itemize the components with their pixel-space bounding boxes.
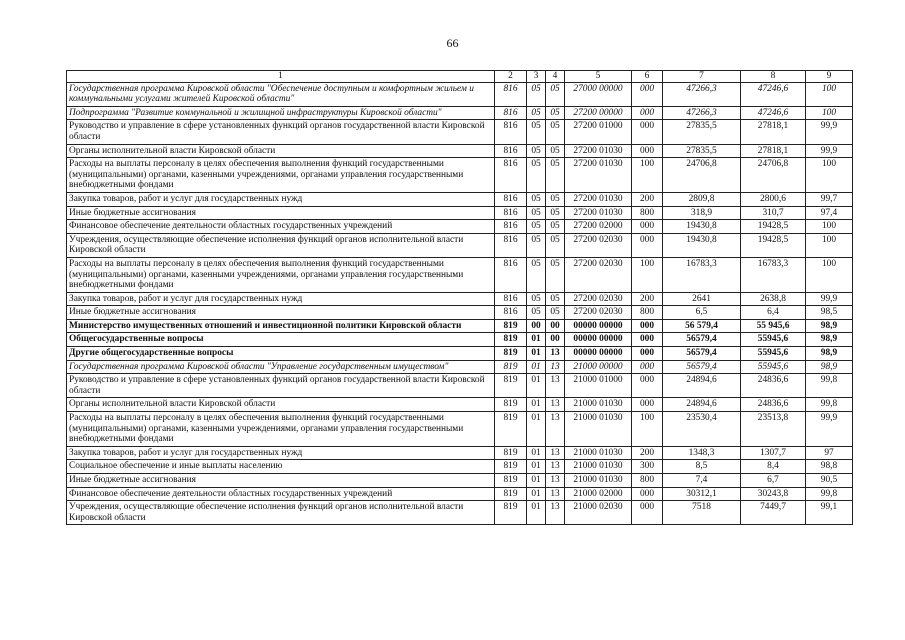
- percent-cell: 100: [806, 233, 853, 257]
- subsection-cell: 05: [546, 158, 565, 193]
- table-row: [67, 257, 853, 292]
- table-row: [67, 233, 853, 257]
- subsection-cell: 13: [546, 347, 565, 361]
- percent-cell: 100: [806, 257, 853, 292]
- subsection-cell: 05: [546, 120, 565, 144]
- executed-amount-cell: 310,7: [741, 206, 806, 220]
- target-article-cell: 27200 02030: [565, 233, 632, 257]
- executed-amount-cell: 2800,6: [741, 192, 806, 206]
- column-header: 3: [527, 71, 546, 83]
- executed-amount-cell: 55945,6: [741, 347, 806, 361]
- section-cell: 01: [527, 333, 546, 347]
- percent-cell: 99,9: [806, 120, 853, 144]
- executed-amount-cell: 16783,3: [741, 257, 806, 292]
- section-cell: 05: [527, 206, 546, 220]
- planned-amount-cell: 56579,4: [663, 333, 741, 347]
- target-article-cell: 27200 01030: [565, 144, 632, 158]
- section-cell: 01: [527, 398, 546, 412]
- executed-amount-cell: 1307,7: [741, 446, 806, 460]
- admin-code-cell: 819: [495, 347, 527, 361]
- section-cell: 01: [527, 474, 546, 488]
- subsection-cell: 05: [546, 233, 565, 257]
- table-row: [67, 347, 853, 361]
- row-name-cell: Общегосударственные вопросы: [67, 333, 495, 347]
- subsection-cell: 13: [546, 474, 565, 488]
- column-header: 5: [565, 71, 632, 83]
- row-name-cell: Руководство и управление в сфере установленных функций органов государственной власти Кировской области: [67, 374, 495, 398]
- expense-type-cell: 000: [632, 220, 663, 234]
- executed-amount-cell: 2638,8: [741, 292, 806, 306]
- subsection-cell: 05: [546, 106, 565, 120]
- row-name-cell: Государственная программа Кировской области "Управление государственным имуществом": [67, 360, 495, 374]
- percent-cell: 98,9: [806, 319, 853, 333]
- percent-cell: 98,9: [806, 333, 853, 347]
- table-row: [67, 192, 853, 206]
- table-row: [67, 306, 853, 320]
- target-article-cell: 00000 00000: [565, 347, 632, 361]
- planned-amount-cell: 1348,3: [663, 446, 741, 460]
- section-cell: 05: [527, 257, 546, 292]
- budget-table-container: [66, 70, 852, 525]
- section-cell: 01: [527, 501, 546, 525]
- planned-amount-cell: 27835,5: [663, 144, 741, 158]
- column-header: 2: [495, 71, 527, 83]
- percent-cell: 99,8: [806, 398, 853, 412]
- row-name-cell: Органы исполнительной власти Кировской области: [67, 398, 495, 412]
- target-article-cell: 27200 02000: [565, 220, 632, 234]
- planned-amount-cell: 24894,6: [663, 374, 741, 398]
- column-header: 1: [67, 71, 495, 83]
- row-name-cell: Иные бюджетные ассигнования: [67, 206, 495, 220]
- row-name-cell: Другие общегосударственные вопросы: [67, 347, 495, 361]
- table-row: [67, 206, 853, 220]
- target-article-cell: 21000 01030: [565, 446, 632, 460]
- row-name-cell: Руководство и управление в сфере установленных функций органов государственной власти Кировской области: [67, 120, 495, 144]
- row-name-cell: Расходы на выплаты персоналу в целях обеспечения выполнения функций государственными (муниципальными) органами, казенными учреждениями, органами управления государственными внебюджетными фондами: [67, 257, 495, 292]
- executed-amount-cell: 47246,6: [741, 82, 806, 106]
- table-row: [67, 398, 853, 412]
- subsection-cell: 05: [546, 306, 565, 320]
- percent-cell: 100: [806, 158, 853, 193]
- expense-type-cell: 800: [632, 306, 663, 320]
- section-cell: 05: [527, 106, 546, 120]
- expense-type-cell: 800: [632, 474, 663, 488]
- row-name-cell: Иные бюджетные ассигнования: [67, 474, 495, 488]
- expense-type-cell: 200: [632, 292, 663, 306]
- admin-code-cell: 819: [495, 319, 527, 333]
- planned-amount-cell: 24894,6: [663, 398, 741, 412]
- column-header: 4: [546, 71, 565, 83]
- table-row: [67, 144, 853, 158]
- subsection-cell: 05: [546, 192, 565, 206]
- table-row: [67, 446, 853, 460]
- percent-cell: 99,8: [806, 374, 853, 398]
- subsection-cell: 13: [546, 360, 565, 374]
- percent-cell: 100: [806, 106, 853, 120]
- table-row: [67, 501, 853, 525]
- planned-amount-cell: 56579,4: [663, 347, 741, 361]
- subsection-cell: 05: [546, 257, 565, 292]
- table-row: [67, 474, 853, 488]
- table-row: [67, 360, 853, 374]
- target-article-cell: 21000 01000: [565, 374, 632, 398]
- subsection-cell: 05: [546, 292, 565, 306]
- expense-type-cell: 100: [632, 257, 663, 292]
- executed-amount-cell: 8,4: [741, 460, 806, 474]
- planned-amount-cell: 16783,3: [663, 257, 741, 292]
- section-cell: 01: [527, 446, 546, 460]
- expense-type-cell: 200: [632, 446, 663, 460]
- admin-code-cell: 816: [495, 158, 527, 193]
- planned-amount-cell: 47266,3: [663, 82, 741, 106]
- row-name-cell: Органы исполнительной власти Кировской области: [67, 144, 495, 158]
- percent-cell: 99,9: [806, 412, 853, 447]
- percent-cell: 90,5: [806, 474, 853, 488]
- admin-code-cell: 816: [495, 82, 527, 106]
- table-row: [67, 158, 853, 193]
- section-cell: 01: [527, 487, 546, 501]
- row-name-cell: Учреждения, осуществляющие обеспечение исполнения функций органов исполнительной власти Кировской области: [67, 233, 495, 257]
- table-row: [67, 487, 853, 501]
- planned-amount-cell: 6,5: [663, 306, 741, 320]
- section-cell: 01: [527, 460, 546, 474]
- percent-cell: 100: [806, 220, 853, 234]
- executed-amount-cell: 27818,1: [741, 144, 806, 158]
- executed-amount-cell: 55945,6: [741, 360, 806, 374]
- table-row: [67, 292, 853, 306]
- row-name-cell: Закупка товаров, работ и услуг для государственных нужд: [67, 192, 495, 206]
- table-header-row: [67, 71, 853, 83]
- subsection-cell: 05: [546, 206, 565, 220]
- table-row: [67, 220, 853, 234]
- percent-cell: 97,4: [806, 206, 853, 220]
- row-name-cell: Министерство имущественных отношений и инвестиционной политики Кировской области: [67, 319, 495, 333]
- section-cell: 05: [527, 292, 546, 306]
- row-name-cell: Финансовое обеспечение деятельности областных государственных учреждений: [67, 220, 495, 234]
- subsection-cell: 13: [546, 374, 565, 398]
- table-row: [67, 333, 853, 347]
- expense-type-cell: 000: [632, 106, 663, 120]
- subsection-cell: 00: [546, 319, 565, 333]
- planned-amount-cell: 8,5: [663, 460, 741, 474]
- admin-code-cell: 816: [495, 144, 527, 158]
- executed-amount-cell: 47246,6: [741, 106, 806, 120]
- target-article-cell: 27200 01030: [565, 206, 632, 220]
- executed-amount-cell: 23513,8: [741, 412, 806, 447]
- target-article-cell: 27200 01030: [565, 158, 632, 193]
- executed-amount-cell: 30243,8: [741, 487, 806, 501]
- planned-amount-cell: 27835,5: [663, 120, 741, 144]
- row-name-cell: Учреждения, осуществляющие обеспечение исполнения функций органов исполнительной власти Кировской области: [67, 501, 495, 525]
- expense-type-cell: 000: [632, 347, 663, 361]
- expense-type-cell: 000: [632, 333, 663, 347]
- expense-type-cell: 000: [632, 374, 663, 398]
- subsection-cell: 05: [546, 144, 565, 158]
- executed-amount-cell: 24836,6: [741, 398, 806, 412]
- executed-amount-cell: 55 945,6: [741, 319, 806, 333]
- table-row: [67, 106, 853, 120]
- subsection-cell: 00: [546, 333, 565, 347]
- expense-type-cell: 000: [632, 487, 663, 501]
- admin-code-cell: 819: [495, 474, 527, 488]
- table-row: [67, 82, 853, 106]
- section-cell: 00: [527, 319, 546, 333]
- table-row: [67, 412, 853, 447]
- percent-cell: 99,8: [806, 487, 853, 501]
- column-header: 6: [632, 71, 663, 83]
- subsection-cell: 13: [546, 487, 565, 501]
- target-article-cell: 21000 02000: [565, 487, 632, 501]
- section-cell: 05: [527, 192, 546, 206]
- expense-type-cell: 800: [632, 206, 663, 220]
- section-cell: 01: [527, 360, 546, 374]
- target-article-cell: 27000 00000: [565, 82, 632, 106]
- executed-amount-cell: 6,4: [741, 306, 806, 320]
- admin-code-cell: 819: [495, 487, 527, 501]
- executed-amount-cell: 7449,7: [741, 501, 806, 525]
- row-name-cell: Социальное обеспечение и иные выплаты населению: [67, 460, 495, 474]
- admin-code-cell: 819: [495, 360, 527, 374]
- percent-cell: 100: [806, 82, 853, 106]
- section-cell: 05: [527, 82, 546, 106]
- planned-amount-cell: 56 579,4: [663, 319, 741, 333]
- admin-code-cell: 816: [495, 106, 527, 120]
- planned-amount-cell: 318,9: [663, 206, 741, 220]
- row-name-cell: Государственная программа Кировской области "Обеспечение доступным и комфортным жильем и коммунальными услугами жителей Кировской области": [67, 82, 495, 106]
- planned-amount-cell: 19430,8: [663, 233, 741, 257]
- executed-amount-cell: 27818,1: [741, 120, 806, 144]
- row-name-cell: Расходы на выплаты персоналу в целях обеспечения выполнения функций государственными (муниципальными) органами, казенными учреждениями, органами управления государственными внебюджетными фондами: [67, 412, 495, 447]
- percent-cell: 99,1: [806, 501, 853, 525]
- expense-type-cell: 000: [632, 120, 663, 144]
- target-article-cell: 27200 01000: [565, 120, 632, 144]
- target-article-cell: 21000 01030: [565, 474, 632, 488]
- admin-code-cell: 816: [495, 192, 527, 206]
- percent-cell: 99,9: [806, 292, 853, 306]
- expense-type-cell: 000: [632, 319, 663, 333]
- expense-type-cell: 200: [632, 192, 663, 206]
- section-cell: 05: [527, 233, 546, 257]
- row-name-cell: Закупка товаров, работ и услуг для государственных нужд: [67, 446, 495, 460]
- expense-type-cell: 000: [632, 82, 663, 106]
- planned-amount-cell: 2641: [663, 292, 741, 306]
- table-row: [67, 319, 853, 333]
- row-name-cell: Финансовое обеспечение деятельности областных государственных учреждений: [67, 487, 495, 501]
- planned-amount-cell: 56579,4: [663, 360, 741, 374]
- table-row: [67, 374, 853, 398]
- target-article-cell: 21000 01030: [565, 412, 632, 447]
- percent-cell: 98,8: [806, 460, 853, 474]
- section-cell: 05: [527, 144, 546, 158]
- row-name-cell: Расходы на выплаты персоналу в целях обеспечения выполнения функций государственными (муниципальными) органами, казенными учреждениями, органами управления государственными внебюджетными фондами: [67, 158, 495, 193]
- target-article-cell: 27200 00000: [565, 106, 632, 120]
- executed-amount-cell: 24706,8: [741, 158, 806, 193]
- planned-amount-cell: 47266,3: [663, 106, 741, 120]
- target-article-cell: 27200 02030: [565, 257, 632, 292]
- subsection-cell: 05: [546, 82, 565, 106]
- expense-type-cell: 000: [632, 501, 663, 525]
- page-number: 66: [446, 36, 459, 50]
- planned-amount-cell: 23530,4: [663, 412, 741, 447]
- column-header: 9: [806, 71, 853, 83]
- section-cell: 01: [527, 412, 546, 447]
- table-row: [67, 460, 853, 474]
- planned-amount-cell: 30312,1: [663, 487, 741, 501]
- section-cell: 05: [527, 158, 546, 193]
- admin-code-cell: 819: [495, 374, 527, 398]
- planned-amount-cell: 2809,8: [663, 192, 741, 206]
- planned-amount-cell: 7518: [663, 501, 741, 525]
- expense-type-cell: 100: [632, 412, 663, 447]
- column-header: 7: [663, 71, 741, 83]
- admin-code-cell: 819: [495, 412, 527, 447]
- row-name-cell: Закупка товаров, работ и услуг для государственных нужд: [67, 292, 495, 306]
- expense-type-cell: 000: [632, 233, 663, 257]
- expense-type-cell: 100: [632, 158, 663, 193]
- admin-code-cell: 816: [495, 206, 527, 220]
- percent-cell: 99,9: [806, 144, 853, 158]
- percent-cell: 97: [806, 446, 853, 460]
- percent-cell: 99,7: [806, 192, 853, 206]
- budget-table: [66, 70, 853, 525]
- admin-code-cell: 816: [495, 292, 527, 306]
- row-name-cell: Подпрограмма "Развитие коммунальной и жилищной инфраструктуры Кировской области": [67, 106, 495, 120]
- percent-cell: 98,9: [806, 360, 853, 374]
- executed-amount-cell: 19428,5: [741, 233, 806, 257]
- target-article-cell: 21000 02030: [565, 501, 632, 525]
- executed-amount-cell: 24836,6: [741, 374, 806, 398]
- subsection-cell: 13: [546, 412, 565, 447]
- subsection-cell: 13: [546, 501, 565, 525]
- admin-code-cell: 819: [495, 501, 527, 525]
- planned-amount-cell: 19430,8: [663, 220, 741, 234]
- expense-type-cell: 000: [632, 144, 663, 158]
- executed-amount-cell: 55945,6: [741, 333, 806, 347]
- section-cell: 05: [527, 120, 546, 144]
- executed-amount-cell: 6,7: [741, 474, 806, 488]
- planned-amount-cell: 24706,8: [663, 158, 741, 193]
- table-row: [67, 120, 853, 144]
- percent-cell: 98,5: [806, 306, 853, 320]
- admin-code-cell: 819: [495, 446, 527, 460]
- target-article-cell: 27200 02030: [565, 292, 632, 306]
- admin-code-cell: 819: [495, 460, 527, 474]
- subsection-cell: 13: [546, 460, 565, 474]
- admin-code-cell: 819: [495, 398, 527, 412]
- subsection-cell: 13: [546, 446, 565, 460]
- target-article-cell: 27200 02030: [565, 306, 632, 320]
- expense-type-cell: 000: [632, 360, 663, 374]
- target-article-cell: 21000 00000: [565, 360, 632, 374]
- admin-code-cell: 816: [495, 257, 527, 292]
- section-cell: 01: [527, 374, 546, 398]
- section-cell: 05: [527, 220, 546, 234]
- target-article-cell: 27200 01030: [565, 192, 632, 206]
- planned-amount-cell: 7,4: [663, 474, 741, 488]
- expense-type-cell: 000: [632, 398, 663, 412]
- section-cell: 05: [527, 306, 546, 320]
- admin-code-cell: 816: [495, 120, 527, 144]
- row-name-cell: Иные бюджетные ассигнования: [67, 306, 495, 320]
- admin-code-cell: 816: [495, 220, 527, 234]
- subsection-cell: 13: [546, 398, 565, 412]
- column-header: 8: [741, 71, 806, 83]
- executed-amount-cell: 19428,5: [741, 220, 806, 234]
- expense-type-cell: 300: [632, 460, 663, 474]
- admin-code-cell: 819: [495, 333, 527, 347]
- target-article-cell: 00000 00000: [565, 333, 632, 347]
- section-cell: 01: [527, 347, 546, 361]
- target-article-cell: 21000 01030: [565, 460, 632, 474]
- target-article-cell: 21000 01030: [565, 398, 632, 412]
- admin-code-cell: 816: [495, 233, 527, 257]
- target-article-cell: 00000 00000: [565, 319, 632, 333]
- percent-cell: 98,9: [806, 347, 853, 361]
- admin-code-cell: 816: [495, 306, 527, 320]
- subsection-cell: 05: [546, 220, 565, 234]
